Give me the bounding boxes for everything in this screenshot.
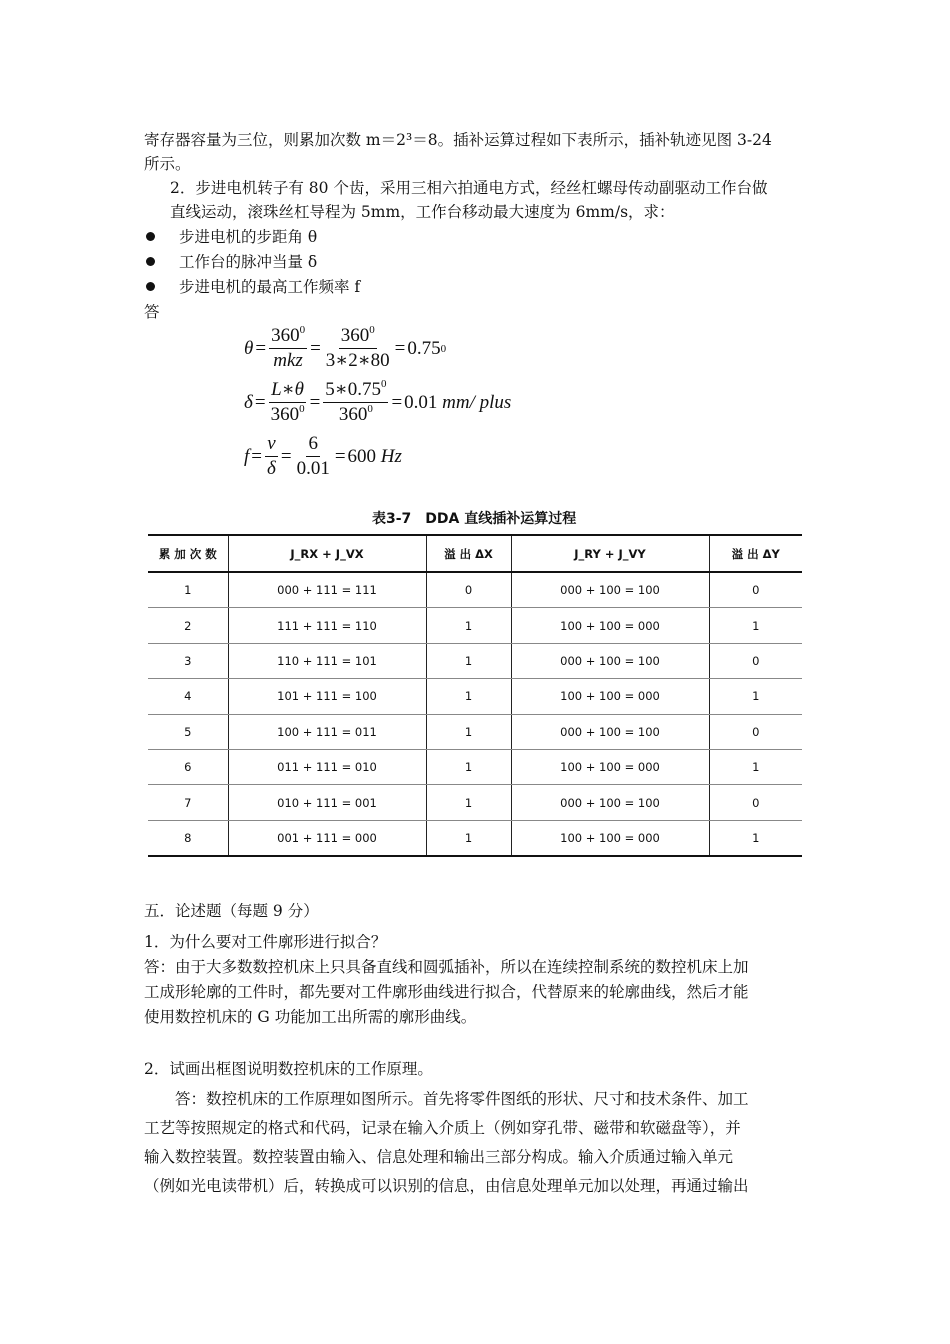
bullet-icon: [146, 282, 155, 291]
answer-1-line: 使用数控机床的 G 功能加工出所需的廓形曲线。: [144, 1008, 477, 1026]
answer-2-line: 工艺等按照规定的格式和代码，记录在输入介质上（例如穿孔带、磁带和软磁盘等），并: [144, 1119, 741, 1137]
table-cell: 000 + 100 = 100: [511, 643, 709, 678]
answer-2-line: 答：数控机床的工作原理如图所示。首先将零件图纸的形状、尺寸和技术条件、加工: [144, 1090, 749, 1108]
table-cell: 0: [709, 643, 802, 678]
table-cell: 000 + 111 = 111: [228, 572, 426, 608]
table-cell: 100 + 100 = 000: [511, 608, 709, 643]
table-row: [148, 820, 802, 856]
answer-label: 答: [144, 303, 160, 321]
section-5-question-1: 1．为什么要对工件廓形进行拟合？: [144, 933, 387, 951]
table-cell: 6: [148, 749, 228, 784]
formula-frequency: f = $\frac{v}{\delta}$ = $\frac{6}{0.01}$ = 600 Hz: [244, 433, 402, 479]
table-row: [148, 572, 802, 608]
header-jry-jvy: J_RY + J_VY: [511, 535, 709, 572]
table-caption: 表3-7 DDA 直线插补运算过程: [372, 511, 577, 527]
header-jrx-jvx: J_RX + J_VX: [228, 535, 426, 572]
bullet-item: 工作台的脉冲当量 δ: [146, 250, 317, 274]
table-cell: 1: [709, 679, 802, 714]
table-cell: 1: [709, 820, 802, 856]
answer-2-line: 输入数控装置。数控装置由输入、信息处理和输出三部分构成。输入介质通过输入单元: [144, 1148, 734, 1166]
table-cell: 4: [148, 679, 228, 714]
table-cell: 1: [426, 749, 511, 784]
table-row: [148, 679, 802, 714]
table-cell: 1: [148, 572, 228, 608]
table-cell: 1: [426, 643, 511, 678]
table-row: [148, 749, 802, 784]
formula-theta: θ = $\frac{360^0}{\text{mkz}}$ = $\frac{360^0}{3∗2∗80}$ = 0.75 0: [244, 324, 447, 371]
table-cell: 100 + 100 = 000: [511, 749, 709, 784]
answer-1-line: 工成形轮廓的工件时，都先要对工件廓形曲线进行拟合，代替原来的轮廓曲线，然后才能: [144, 983, 749, 1001]
table-cell: 1: [426, 785, 511, 820]
table-cell: 100 + 100 = 000: [511, 679, 709, 714]
question-2-line-2: 直线运动，滚珠丝杠导程为 5mm，工作台移动最大速度为 6mm/s，求：: [170, 203, 675, 221]
table-cell: 100 + 111 = 011: [228, 714, 426, 749]
table-cell: 101 + 111 = 100: [228, 679, 426, 714]
header-overflow-x: 溢 出 ΔX: [426, 535, 511, 572]
table-cell: 0: [426, 572, 511, 608]
table-cell: 1: [426, 608, 511, 643]
table-cell: 000 + 100 = 100: [511, 714, 709, 749]
table-cell: 1: [426, 679, 511, 714]
answer-1-line: 答：由于大多数数控机床上只具备直线和圆弧插补，所以在连续控制系统的数控机床上加: [144, 958, 749, 976]
dda-interpolation-table: [148, 534, 802, 857]
bullet-icon: [146, 257, 155, 266]
table-cell: 100 + 100 = 000: [511, 820, 709, 856]
table-cell: 1: [426, 714, 511, 749]
header-overflow-y: 溢 出 ΔY: [709, 535, 802, 572]
table-cell: 010 + 111 = 001: [228, 785, 426, 820]
table-cell: 110 + 111 = 101: [228, 643, 426, 678]
table-row: [148, 785, 802, 820]
table-cell: 0: [709, 785, 802, 820]
formula-delta: δ = $\frac{L∗\theta}{360^0}$ = $\frac{5∗0.75^0}{360^0}$ = 0.01 mm/ plus: [244, 378, 512, 425]
table-cell: 5: [148, 714, 228, 749]
intro-line-2: 所示。: [144, 155, 191, 173]
table-row: [148, 714, 802, 749]
table-cell: 1: [709, 749, 802, 784]
table-cell: 001 + 111 = 000: [228, 820, 426, 856]
intro-line-1: 寄存器容量为三位，则累加次数 m＝2³＝8。插补运算过程如下表所示，插补轨迹见图 3-24: [144, 131, 772, 149]
table-cell: 000 + 100 = 100: [511, 572, 709, 608]
table-cell: 2: [148, 608, 228, 643]
table-cell: 0: [709, 572, 802, 608]
table-row: [148, 608, 802, 643]
table-cell: 3: [148, 643, 228, 678]
table-cell: 011 + 111 = 010: [228, 749, 426, 784]
question-2-line-1: 2．步进电机转子有 80 个齿，采用三相六拍通电方式，经丝杠螺母传动副驱动工作台做: [170, 179, 768, 197]
section-5-question-2: 2．试画出框图说明数控机床的工作原理。: [144, 1060, 433, 1078]
table-cell: 1: [709, 608, 802, 643]
section-5-title: 五．论述题（每题 9 分）: [144, 902, 319, 920]
bullet-item: 步进电机的最高工作频率 f: [146, 275, 360, 299]
bullet-item: 步进电机的步距角 θ: [146, 225, 317, 249]
answer-2-line: （例如光电读带机）后，转换成可以识别的信息，由信息处理单元加以处理，再通过输出: [144, 1177, 749, 1195]
table-cell: 000 + 100 = 100: [511, 785, 709, 820]
header-count: 累 加 次 数: [148, 535, 228, 572]
table-row: [148, 643, 802, 678]
table-header-row: [148, 535, 802, 572]
table-cell: 1: [426, 820, 511, 856]
table-cell: 111 + 111 = 110: [228, 608, 426, 643]
table-cell: 0: [709, 714, 802, 749]
table-cell: 7: [148, 785, 228, 820]
bullet-icon: [146, 232, 155, 241]
table-cell: 8: [148, 820, 228, 856]
